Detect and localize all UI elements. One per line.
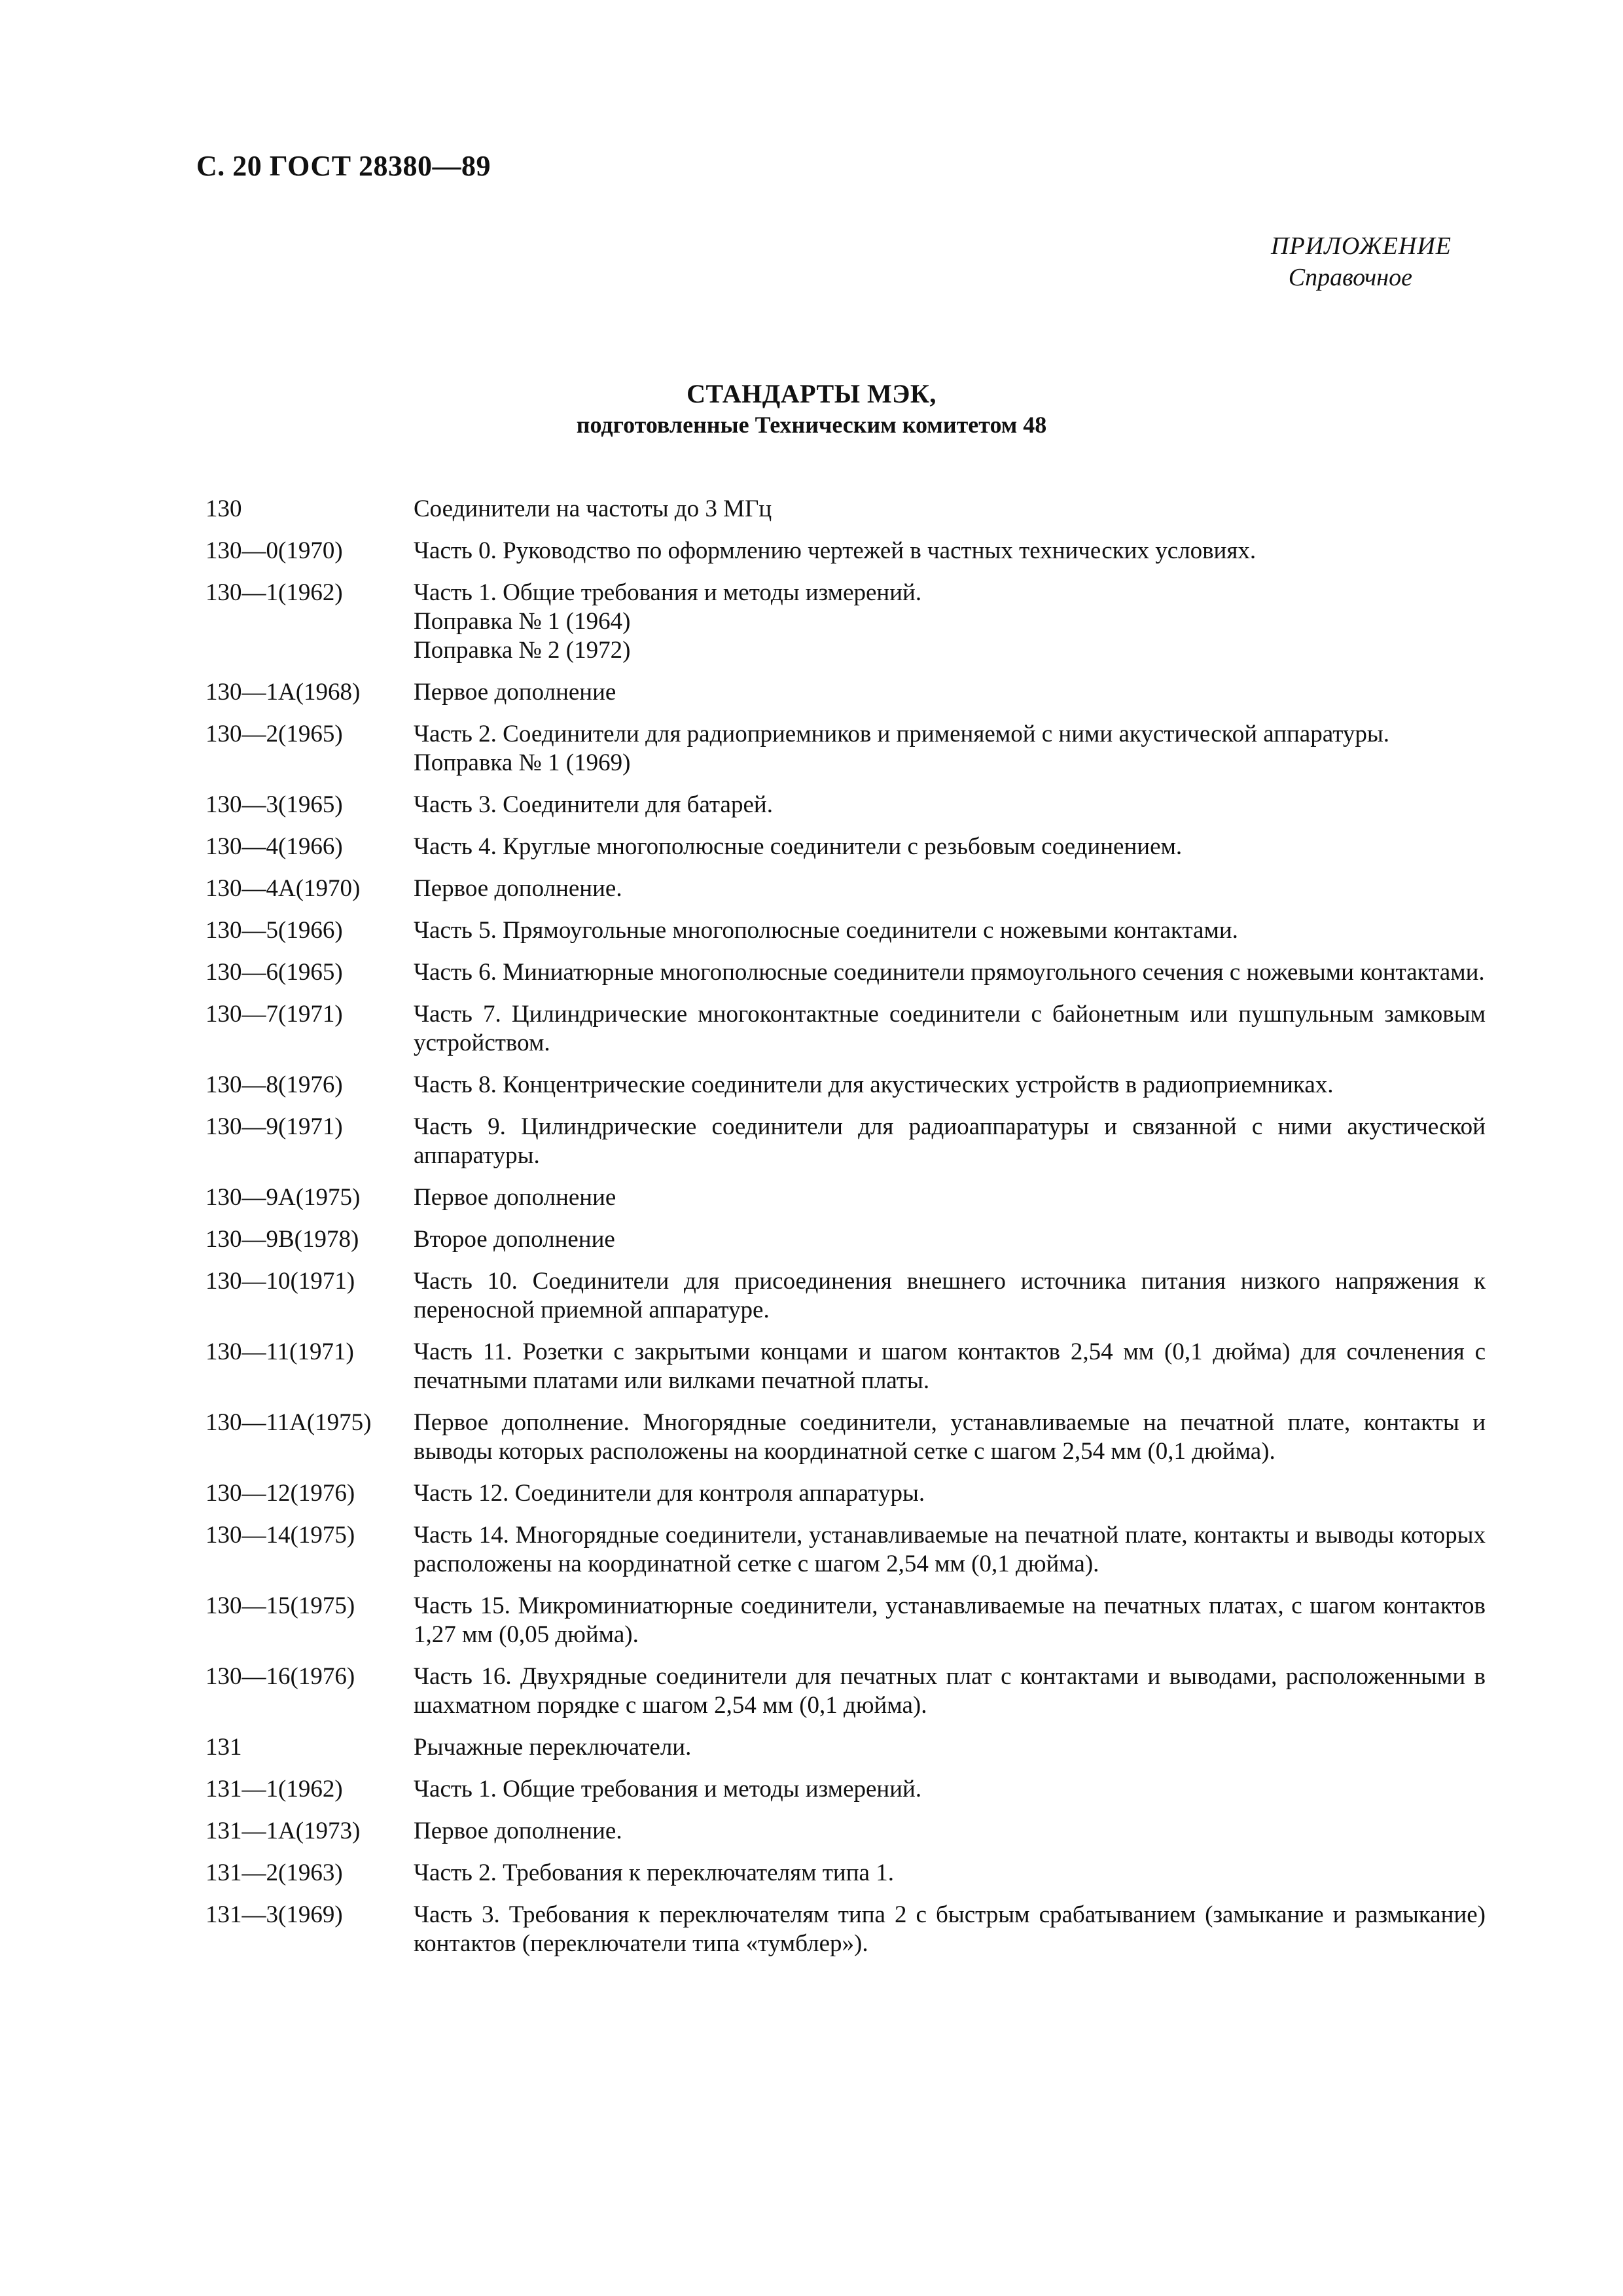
list-item	[205, 958, 1486, 987]
standard-description	[414, 537, 1486, 565]
standard-description	[414, 579, 1486, 665]
standard-code: 130—10(1971)	[205, 1268, 355, 1295]
standard-description	[414, 1000, 1486, 1058]
description-line: Часть 2. Соединители для радиоприемников и применяемой с ними акустической аппаратуры.	[414, 721, 1389, 747]
list-item	[205, 1338, 1486, 1395]
description-line: Часть 14. Многорядные соединители, устанавливаемые на печатной плате, контакты и выводы которых расположены на координатной сетке с шагом 2,54 мм (0,1 дюйма).	[414, 1522, 1486, 1577]
list-item	[205, 537, 1486, 565]
standard-code: 130—5(1966)	[205, 917, 343, 944]
description-line: Часть 9. Цилиндрические соединители для радиоаппаратуры и связанной с ними акустической аппаратуры.	[414, 1113, 1486, 1169]
description-line: Первое дополнение	[414, 1184, 616, 1211]
description-line: Часть 10. Соединители для присоединения внешнего источника питания низкого напряжения к переносной приемной аппаратуре.	[414, 1268, 1486, 1323]
standard-code: 130—2(1965)	[205, 721, 343, 747]
list-item	[205, 791, 1486, 819]
list-item	[205, 1071, 1486, 1100]
standard-code: 130—6(1965)	[205, 959, 343, 986]
description-line: Первое дополнение.	[414, 875, 622, 902]
standard-description	[414, 1225, 1486, 1254]
standard-code: 130—12(1976)	[205, 1480, 355, 1507]
standard-code: 130—9(1971)	[205, 1113, 343, 1140]
appendix-label	[1271, 230, 1452, 293]
appendix-subtitle: Справочное	[1288, 264, 1412, 291]
standard-description	[414, 1521, 1486, 1579]
list-item	[205, 678, 1486, 707]
description-line: Часть 4. Круглые многополюсные соединители с резьбовым соединением.	[414, 833, 1183, 860]
description-line: Первое дополнение	[414, 679, 616, 706]
standards-list	[205, 495, 1486, 1971]
standard-description	[414, 1775, 1486, 1804]
standard-description	[414, 1733, 1486, 1762]
list-item	[205, 579, 1486, 665]
standard-description	[414, 1071, 1486, 1100]
description-line: Поправка № 2 (1972)	[414, 637, 631, 664]
standard-code: 130—16(1976)	[205, 1663, 355, 1690]
standard-code: 130—0(1970)	[205, 537, 343, 564]
standard-code: 130—1(1962)	[205, 579, 343, 606]
description-line: Часть 12. Соединители для контроля аппаратуры.	[414, 1480, 925, 1507]
document-subtitle: подготовленные Техническим комитетом 48	[576, 412, 1047, 438]
standard-description	[414, 720, 1486, 778]
standard-code: 130—4А(1970)	[205, 875, 361, 902]
list-item	[205, 1775, 1486, 1804]
list-item	[205, 833, 1486, 861]
standard-description	[414, 1901, 1486, 1958]
description-line: Рычажные переключатели.	[414, 1734, 692, 1761]
list-item	[205, 916, 1486, 945]
standard-code: 130—7(1971)	[205, 1001, 343, 1028]
list-item	[205, 874, 1486, 903]
description-line: Поправка № 1 (1969)	[414, 749, 631, 776]
description-line: Соединители на частоты до 3 МГц	[414, 495, 772, 522]
list-item	[205, 1592, 1486, 1649]
standard-code: 131—1А(1973)	[205, 1818, 361, 1844]
description-line: Часть 15. Микроминиатюрные соединители, устанавливаемые на печатных платах, с шагом контактов 1,27 мм (0,05 дюйма).	[414, 1592, 1486, 1648]
list-item	[205, 1521, 1486, 1579]
standard-code: 130—9А(1975)	[205, 1184, 361, 1211]
description-line: Часть 8. Концентрические соединители для акустических устройств в радиоприемниках.	[414, 1071, 1334, 1098]
description-line: Первое дополнение.	[414, 1818, 622, 1844]
list-item	[205, 1408, 1486, 1466]
standard-code: 131	[205, 1734, 242, 1761]
standard-code: 131—1(1962)	[205, 1776, 343, 1803]
description-line: Часть 5. Прямоугольные многополюсные соединители с ножевыми контактами.	[414, 917, 1238, 944]
standard-code: 131—3(1969)	[205, 1901, 343, 1928]
standard-description	[414, 791, 1486, 819]
page-header: С. 20 ГОСТ 28380—89	[196, 150, 491, 182]
list-item	[205, 495, 1486, 524]
list-item	[205, 1817, 1486, 1846]
document-title-block	[0, 378, 1623, 440]
list-item	[205, 1225, 1486, 1254]
standard-description	[414, 678, 1486, 707]
document-title: СТАНДАРТЫ МЭК,	[687, 379, 936, 408]
standard-description	[414, 916, 1486, 945]
standard-code: 131—2(1963)	[205, 1859, 343, 1886]
list-item	[205, 1901, 1486, 1958]
standard-description	[414, 1267, 1486, 1325]
standard-code: 130—4(1966)	[205, 833, 343, 860]
description-line: Часть 2. Требования к переключателям типа 1.	[414, 1859, 894, 1886]
description-line: Часть 0. Руководство по оформлению чертежей в частных технических условиях.	[414, 537, 1257, 564]
standard-code: 130—1А(1968)	[205, 679, 361, 706]
list-item	[205, 1267, 1486, 1325]
standard-description	[414, 1592, 1486, 1649]
description-line: Часть 3. Соединители для батарей.	[414, 791, 773, 818]
standard-code: 130—9В(1978)	[205, 1226, 359, 1253]
description-line: Часть 3. Требования к переключателям типа 2 с быстрым срабатыванием (замыкание и размыкание) контактов (переключатели типа «тумблер»).	[414, 1901, 1486, 1957]
standard-code: 130	[205, 495, 242, 522]
standard-code: 130—11А(1975)	[205, 1409, 372, 1436]
description-line: Часть 6. Миниатюрные многополюсные соединители прямоугольного сечения с ножевыми контактами.	[414, 959, 1485, 986]
standard-description	[414, 1338, 1486, 1395]
standard-code: 130—11(1971)	[205, 1338, 354, 1365]
standard-description	[414, 1662, 1486, 1720]
description-line: Первое дополнение. Многорядные соединители, устанавливаемые на печатной плате, контакты и выводы которых расположены на координатной сетке с шагом 2,54 мм (0,1 дюйма).	[414, 1409, 1486, 1465]
list-item	[205, 1733, 1486, 1762]
description-line: Часть 11. Розетки с закрытыми концами и шагом контактов 2,54 мм (0,1 дюйма) для сочленения с печатными платами или вилками печатной платы.	[414, 1338, 1486, 1394]
appendix-title: ПРИЛОЖЕНИЕ	[1271, 232, 1452, 260]
list-item	[205, 1662, 1486, 1720]
description-line: Часть 1. Общие требования и методы измерений.	[414, 579, 922, 606]
standard-description	[414, 833, 1486, 861]
list-item	[205, 1859, 1486, 1888]
description-line: Поправка № 1 (1964)	[414, 608, 631, 635]
standard-code: 130—3(1965)	[205, 791, 343, 818]
description-line: Часть 1. Общие требования и методы измерений.	[414, 1776, 922, 1803]
list-item	[205, 1183, 1486, 1212]
standard-description	[414, 958, 1486, 987]
standard-description	[414, 1183, 1486, 1212]
description-line: Второе дополнение	[414, 1226, 615, 1253]
list-item	[205, 720, 1486, 778]
standard-description	[414, 1817, 1486, 1846]
list-item	[205, 1113, 1486, 1170]
description-line: Часть 16. Двухрядные соединители для печатных плат с контактами и выводами, расположенными в шахматном порядке с шагом 2,54 мм (0,1 дюйма).	[414, 1663, 1486, 1719]
list-item	[205, 1479, 1486, 1508]
standard-description	[414, 874, 1486, 903]
standard-description	[414, 1859, 1486, 1888]
description-line: Часть 7. Цилиндрические многоконтактные соединители с байонетным или пушпульным замковым устройством.	[414, 1001, 1486, 1056]
standard-description	[414, 1479, 1486, 1508]
list-item	[205, 1000, 1486, 1058]
standard-description	[414, 495, 1486, 524]
standard-code: 130—8(1976)	[205, 1071, 343, 1098]
standard-code: 130—14(1975)	[205, 1522, 355, 1549]
standard-description	[414, 1408, 1486, 1466]
standard-code: 130—15(1975)	[205, 1592, 355, 1619]
standard-description	[414, 1113, 1486, 1170]
